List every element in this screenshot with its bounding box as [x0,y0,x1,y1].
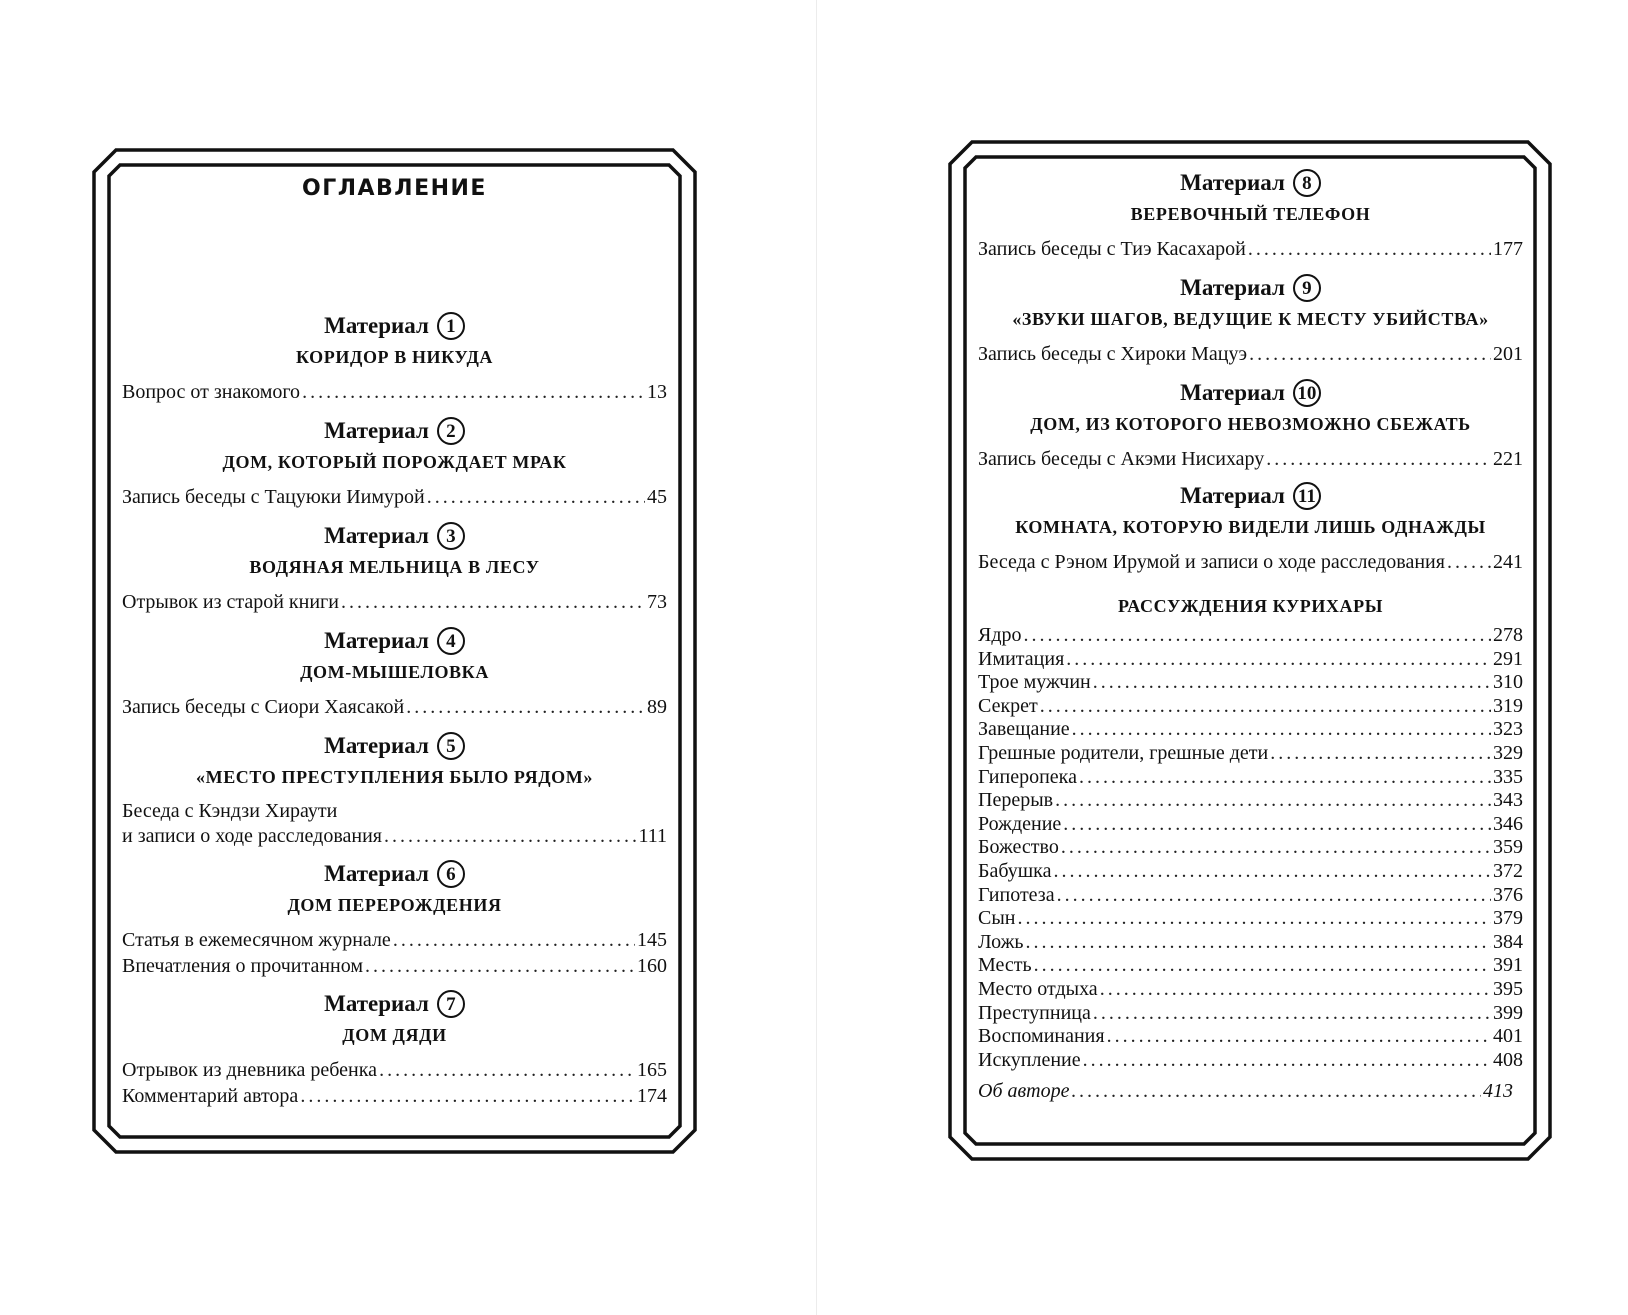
material-label: Материал [324,418,429,443]
toc-entry[interactable]: Запись беседы с Акэми Нисихару . . . 221 [978,446,1523,472]
material-subtitle: КОМНАТА, КОТОРУЮ ВИДЕЛИ ЛИШЬ ОДНАЖДЫ [1015,517,1486,537]
material-label: Материал [1180,275,1285,300]
left-page-frame [92,148,697,1154]
reasoning-list [978,624,1523,1072]
reasoning-entry[interactable]: Гиперопека . . . 335 [978,766,1523,790]
toc-entry[interactable]: Запись беседы с Тиэ Касахарой . . . 177 [978,236,1523,262]
material-2 [122,415,667,510]
material-number: 9 [1293,274,1321,302]
material-label: Материал [1180,170,1285,195]
material-10 [978,377,1523,472]
material-subtitle: КОРИДОР В НИКУДА [295,347,494,367]
material-number: 3 [437,522,465,550]
material-label: Материал [324,991,429,1016]
material-11 [978,480,1523,575]
toc-entry-line[interactable]: Беседа с Кэндзи Хираути [122,800,338,822]
material-3 [122,520,667,615]
material-number: 7 [437,990,465,1018]
reasoning-entry[interactable]: Имитация . . . 291 [978,648,1523,672]
toc-entry[interactable]: Запись беседы с Хироки Мацуэ . . . 201 [978,341,1523,367]
material-subtitle: ДОМ, ИЗ КОТОРОГО НЕВОЗМОЖНО СБЕЖАТЬ [1030,414,1471,434]
toc-entry[interactable]: Впечатления о прочитанном . . . 160 [122,953,667,979]
reasoning-entry[interactable]: Трое мужчин . . . 310 [978,671,1523,695]
material-6 [122,858,667,979]
page-gutter [816,0,817,1315]
material-subtitle: ВЕРЕВОЧНЫЙ ТЕЛЕФОН [1130,204,1371,224]
reasoning-entry[interactable]: Завещание . . . 323 [978,718,1523,742]
material-label: Материал [324,313,429,338]
material-label: Материал [324,628,429,653]
material-5 [122,730,667,849]
toc-entry[interactable]: Отрывок из старой книги . . . 73 [122,589,667,615]
material-subtitle: ВОДЯНАЯ МЕЛЬНИЦА В ЛЕСУ [249,557,540,577]
toc-entry[interactable]: Отрывок из дневника ребенка . . . 165 [122,1057,667,1083]
toc-entry[interactable]: Запись беседы с Сиори Хаясакой . . . 89 [122,694,667,720]
right-page-frame [948,140,1552,1161]
reasoning-entry[interactable]: Сын . . . 379 [978,907,1523,931]
about-author-entry[interactable]: Об авторе . . . 413 [978,1078,1513,1104]
reasoning-entry[interactable]: Преступница . . . 399 [978,1002,1523,1026]
reasoning-entry[interactable]: Гипотеза . . . 376 [978,884,1523,908]
reasoning-title: РАССУЖДЕНИЯ КУРИХАРЫ [1117,596,1384,616]
reasoning-entry[interactable]: Воспоминания . . . 401 [978,1025,1523,1049]
reasoning-entry[interactable]: Божество . . . 359 [978,836,1523,860]
material-number: 5 [437,732,465,760]
material-label: Материал [1180,380,1285,405]
material-7 [122,988,667,1109]
reasoning-entry[interactable]: Бабушка . . . 372 [978,860,1523,884]
material-label: Материал [324,733,429,758]
reasoning-entry[interactable]: Месть . . . 391 [978,954,1523,978]
material-subtitle: «МЕСТО ПРЕСТУПЛЕНИЯ БЫЛО РЯДОМ» [196,767,593,787]
reasoning-entry[interactable]: Секрет . . . 319 [978,695,1523,719]
reasoning-section [978,592,1523,1104]
material-number: 6 [437,860,465,888]
material-number: 8 [1293,169,1321,197]
toc-entry[interactable]: Запись беседы с Тацуюки Иимурой . . . 45 [122,484,667,510]
toc-entry[interactable]: Комментарий автора . . . 174 [122,1083,667,1109]
material-label: Материал [324,523,429,548]
material-subtitle: ДОМ ПЕРЕРОЖДЕНИЯ [287,895,502,915]
reasoning-entry[interactable]: Ядро . . . 278 [978,624,1523,648]
material-label: Материал [324,861,429,886]
material-number: 1 [437,312,465,340]
material-number: 10 [1293,379,1321,407]
material-subtitle: «ЗВУКИ ШАГОВ, ВЕДУЩИЕ К МЕСТУ УБИЙСТВА» [1012,309,1489,329]
material-subtitle: ДОМ, КОТОРЫЙ ПОРОЖДАЕТ МРАК [222,452,567,472]
reasoning-entry[interactable]: Грешные родители, грешные дети . . . 329 [978,742,1523,766]
reasoning-entry[interactable]: Ложь . . . 384 [978,931,1523,955]
material-number: 4 [437,627,465,655]
material-number: 2 [437,417,465,445]
reasoning-entry[interactable]: Перерыв . . . 343 [978,789,1523,813]
material-1 [122,310,667,405]
reasoning-entry[interactable]: Место отдыха . . . 395 [978,978,1523,1002]
toc-entry[interactable]: Вопрос от знакомого . . . 13 [122,379,667,405]
material-subtitle: ДОМ-МЫШЕЛОВКА [300,662,489,682]
material-label: Материал [1180,483,1285,508]
material-9 [978,272,1523,367]
reasoning-entry[interactable]: Рождение . . . 346 [978,813,1523,837]
material-8 [978,167,1523,262]
toc-entry[interactable]: Беседа с Рэном Ирумой и записи о ходе расследования . . . 241 [978,549,1523,575]
material-number: 11 [1293,482,1321,510]
toc-entry[interactable]: и записи о ходе расследования . . . 111 [122,823,667,849]
material-subtitle: ДОМ ДЯДИ [342,1025,447,1045]
material-4 [122,625,667,720]
reasoning-entry[interactable]: Искупление . . . 408 [978,1049,1523,1073]
toc-title: ОГЛАВЛЕНИЕ [302,176,487,201]
toc-entry[interactable]: Статья в ежемесячном журнале . . . 145 [122,927,667,953]
